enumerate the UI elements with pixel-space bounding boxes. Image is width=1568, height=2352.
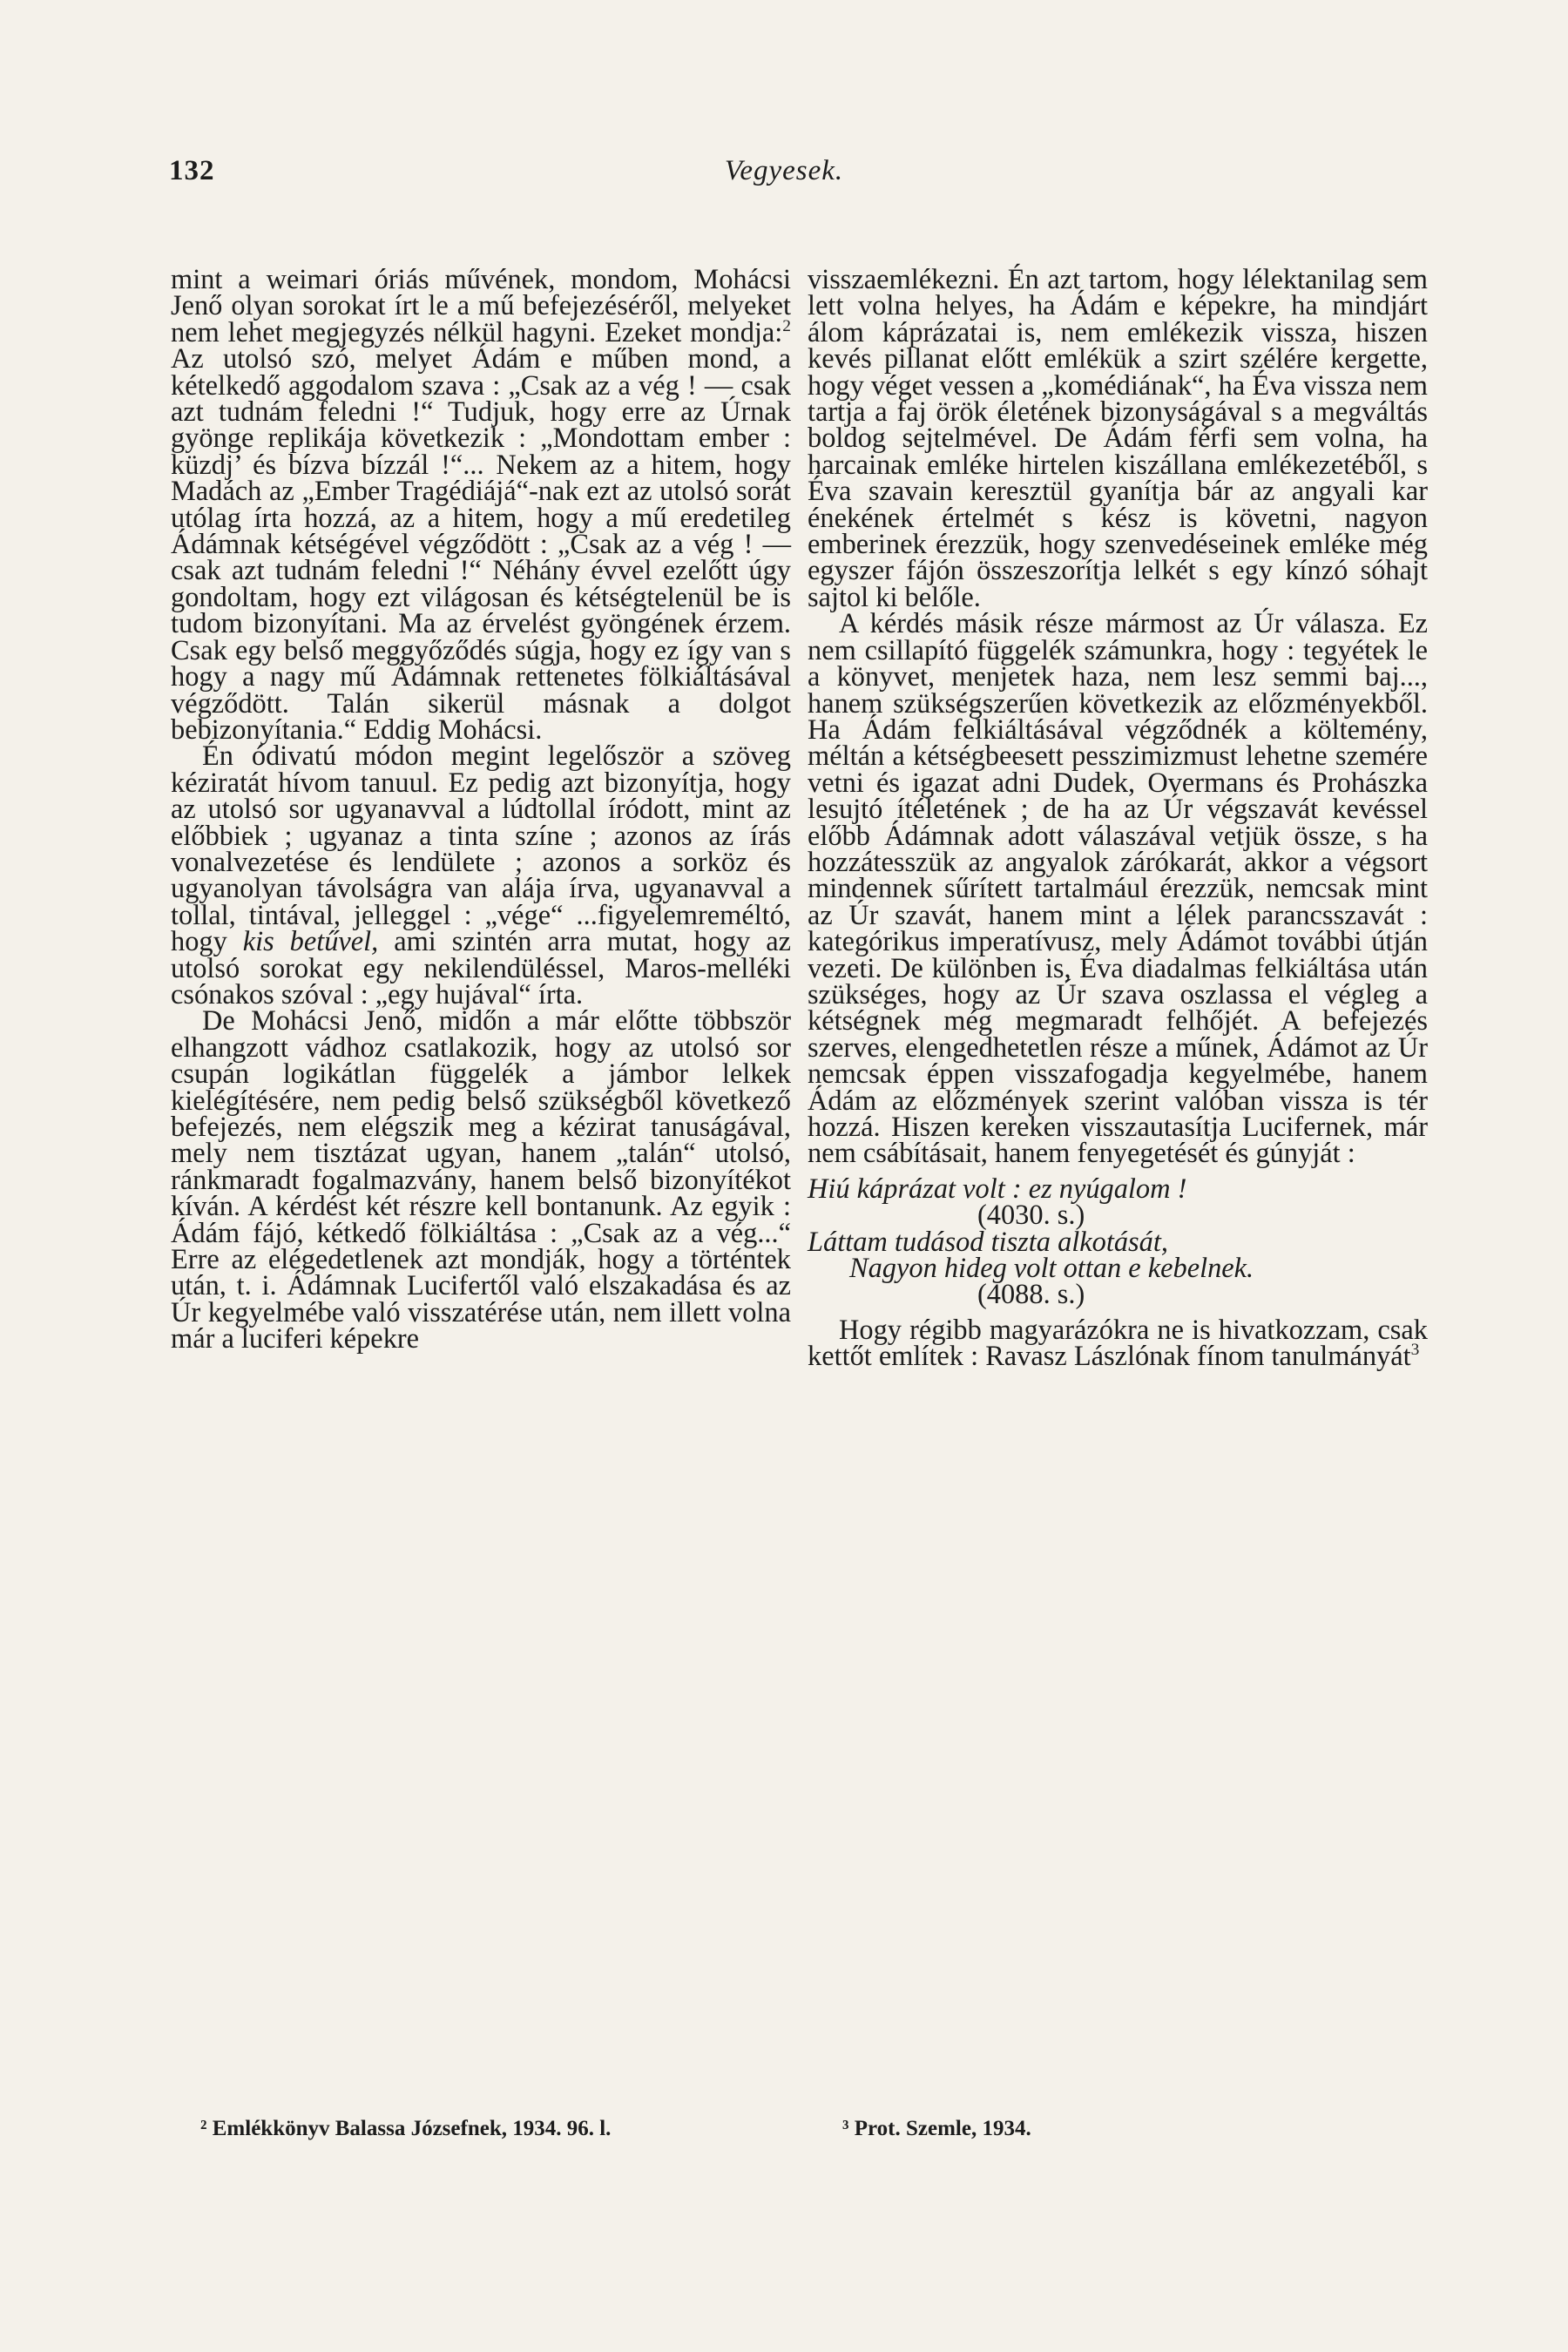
- paragraph: [171, 740, 791, 1010]
- paragraph-text: Az utolsó szó, melyet Ádám e műben mond, a kételkedő aggodalom szava : „Csak az a vég ! — csak azt tudnám feledni !“ Tudjuk, hogy erre az Úrnak gyönge replikája következik : „Mondottam ember : küzdj’ és bízva bízzál !“... Nekem az a hitem, hogy Madách az „Ember Tragédiájá“-nak ezt az utolsó sorát utólag írta hozzá, az a hitem, hogy a mű eredetileg Ádámnak kétségével végződött : „Csak az a vég ! — csak azt tudnám feledni !“ Néhány évvel ezelőtt úgy gondoltam, hogy ezt világosan és kétségtelenül be is tudom bizonyítani. Ma az érvelést gyöngének érzem. Csak egy belső meggyőződés súgja, hogy ez így van s hogy a nagy mű Ádámnak rettenetes fölkiáltásával végződött. Talán sikerül másnak a dolgot bebizonyítania.“ Eddig Mohácsi.: [171, 343, 791, 746]
- running-title: Vegyesek.: [724, 155, 844, 186]
- paragraph: [171, 264, 791, 746]
- verse-line: Hiú káprázat volt : ez nyúgalom !: [808, 1173, 1187, 1205]
- verse-line: Nagyon hideg volt ottan e kebelnek.: [849, 1253, 1254, 1285]
- footnote-reference: 2: [782, 317, 791, 336]
- paragraph-text: De Mohácsi Jenő, midőn a már előtte többször elhangzott vádhoz csatlakozik, hogy az utolsó sor csupán logikátlan függelék a jámbor lelkek kielégítésére, nem pedig belső szükségből következő befejezés, nem elégszik meg a kézirat tanuságával, mely nem tisztázat ugyan, hanem „talán“ utolsó, ránkmaradt fogalmazvány, hanem belső bizonyítékot kíván. A kérdést két részre kell bontanunk. Az egyik : Ádám fájó, kétkedő fölkiáltása : „Csak az a vég...“ Erre az elégedetlenek azt mondják, hogy a történtek után, t. i. Ádámnak Lucifertől való elszakadása és az Úr kegyelmébe való visszatérése után, nem illett volna már a luciferi képekre: [171, 1005, 791, 1355]
- verse-reference: (4088. s.): [977, 1279, 1085, 1311]
- paragraph-text: mint a weimari óriás művének, mondom, Mohácsi Jenő olyan sorokat írt le a mű befejezéséről, melyeket nem lehet megjegyzés nélkül hagyni. Ezeket mondja:: [171, 264, 791, 348]
- emphasis-text: kis betűvel,: [242, 926, 379, 958]
- verse-quote: [808, 1173, 1428, 1311]
- paragraph-text: A kérdés másik része mármost az Úr válasza. Ez nem csillapító függelék számunkra, hogy : tegyétek le a könyvet, menjetek haza, nem lesz semmi baj..., hanem szükségszerűen következik az előzményekből. Ha Ádám felkiáltásával végződnék a költemény, méltán a kétségbeesett pesszimizmust lehetne szemére vetni és igazat adni Dudek, Overmans és Prohászka lesujtó ítéletének ; de ha az Úr végszavát kevéssel előbb Ádámnak adott válaszával vetjük össze, s ha hozzátesszük az angyalok zárókarát, akkor a végsort mindennek sűrített tartalmául érezzük, nemcsak mint az Úr szavát, hanem mint a lélek parancsszavát : kategórikus imperatívusz, mely Ádámot további útján vezeti. De különben is, Éva diadalmas felkiáltása után szükséges, hogy az Úr szava oszlassa el végleg a kétségnek még megmaradt felhőjét. A befejezés szerves, elengedhetetlen része a műnek, Ádámot az Úr nemcsak éppen visszafogadja kegyelmébe, hanem Ádám az előzmények szerint valóban vissza is tér hozzá. Hiszen kereken visszautasítja Lucifernek, már nem csábításait, hanem fenyegetését és gúnyját :: [808, 608, 1428, 1170]
- paragraph: [808, 264, 1428, 613]
- paragraph: [171, 1005, 791, 1355]
- paragraph-text: visszaemlékezni. Én azt tartom, hogy lélektanilag sem lett volna helyes, ha Ádám e képekre, ha mindjárt álom káprázatai is, nem emlékezik vissza, hiszen kevés pillanat előtt emlékük a szirt szélére kergette, hogy véget vessen a „komédiának“, ha Éva vissza nem tartja a faj örök életének bizonyságával s a megváltás boldog sejtelmével. De Ádám férfi sem volna, ha harcainak emléke hirtelen kiszállana emlékezetéből, s Éva szavain keresztül gyanítja bár az angyali kar énekének értelmét s kész is követni, nagyon emberinek érezzük, hogy szenvedéseinek emléke még egyszer fájón összeszorítja lelkét s egy kínzó sóhajt sajtol ki belőle.: [808, 264, 1428, 613]
- page-header: [0, 0, 1568, 226]
- paragraph-text: Hogy régibb magyarázókra ne is hivatkozzam, csak kettőt említek : Ravasz Lászlónak fínom tanulmányát: [808, 1314, 1428, 1373]
- footnote: ² Emlékkönyv Balassa Józsefnek, 1934. 96. l.: [200, 2117, 612, 2140]
- left-column: [171, 264, 791, 1355]
- footnote-reference: 3: [1410, 1341, 1420, 1360]
- paragraph: [808, 608, 1428, 1170]
- paragraph-text: ami szintén arra mutat, hogy az utolsó sorokat egy nekilendüléssel, Maros-melléki csónakos szóval : „egy hujával“ írta.: [171, 926, 791, 1010]
- verse-reference: (4030. s.): [977, 1200, 1085, 1232]
- paragraph-text: Én ódivatú módon megint legelőször a szöveg kéziratát hívom tanuul. Ez pedig azt bizonyítja, hogy az utolsó sor ugyanavval a lúdtollal íródott, mint az előbbiek ; ugyanaz a tinta színe ; azonos az írás vonalvezetése és lendülete ; azonos a sorköz és ugyanolyan távolságra van alája írva, ugyanavval a tollal, tintával, jelleggel : „vége“ ...figyelemreméltó, hogy: [171, 740, 791, 958]
- right-column: [808, 264, 1428, 1373]
- footnote: ³ Prot. Szemle, 1934.: [842, 2117, 1031, 2140]
- verse-line: Láttam tudásod tiszta alkotását,: [808, 1226, 1168, 1258]
- page-number: 132: [169, 155, 215, 186]
- paragraph: [808, 1314, 1428, 1373]
